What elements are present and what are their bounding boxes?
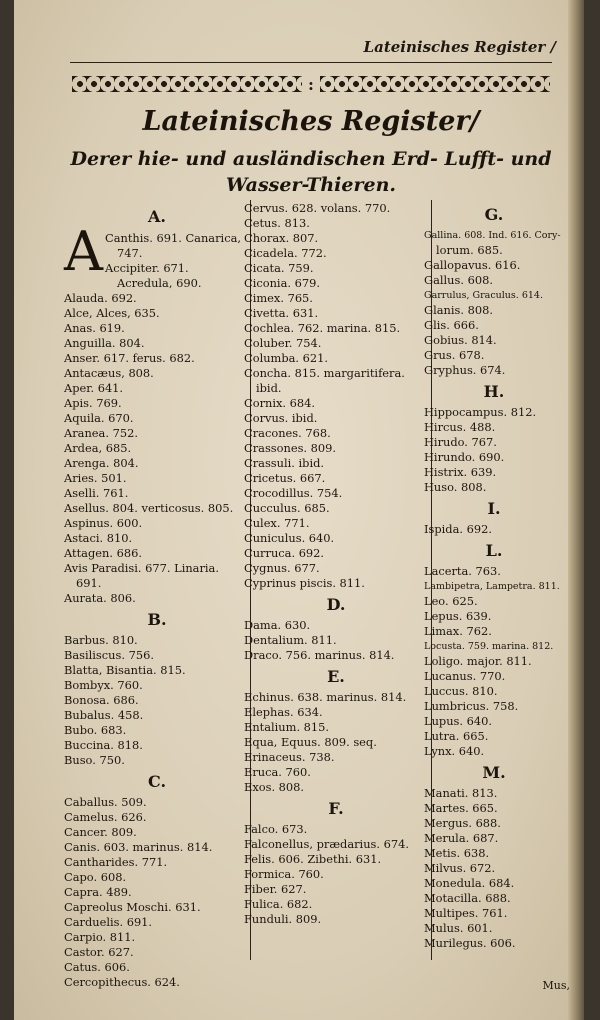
index-entry: Luccus. 810. (424, 684, 498, 698)
section-letter-l: L. (485, 541, 503, 560)
index-entry: Corvus. ibid. (244, 411, 318, 425)
ornament-band (72, 72, 550, 96)
index-entry: Aspinus. 600. (64, 516, 143, 530)
index-entry: Lambipetra, Lampetra. 811. (424, 581, 560, 592)
head-rule (70, 62, 552, 63)
index-entry: Bubo. 683. (64, 723, 127, 737)
index-entry: Caballus. 509. (64, 795, 147, 809)
index-entry: Leo. 625. (424, 594, 478, 608)
section-letter-b: B. (147, 610, 167, 629)
index-entry: Fiber. 627. (244, 882, 307, 896)
index-entry: Glanis. 808. (424, 303, 493, 317)
index-entry: Dentalium. 811. (244, 633, 337, 647)
index-column-2 (244, 201, 428, 927)
ornament-left-icon (72, 76, 302, 92)
index-entry: Culex. 771. (244, 516, 310, 530)
index-entry: Buso. 750. (64, 753, 125, 767)
index-entry: Draco. 756. marinus. 814. (244, 648, 395, 662)
index-entry: Asellus. 804. verticosus. 805. (64, 501, 234, 515)
index-entry: Capo. 608. (64, 870, 127, 884)
index-entry: Cercopithecus. 624. (64, 975, 180, 989)
dropcap-lines (105, 230, 241, 291)
section-letter-h: H. (483, 382, 505, 401)
index-entry: Cetus. 813. (244, 216, 310, 230)
index-entry: Hircus. 488. (424, 420, 496, 434)
page-title: Lateinisches Register/ (142, 106, 480, 137)
index-entry-cont: 747. (117, 246, 143, 260)
index-entry: Alce, Alces, 635. (64, 306, 160, 320)
index-entry: Cantharides. 771. (64, 855, 168, 869)
index-entry: Castor. 627. (64, 945, 134, 959)
section-letter-g: G. (484, 205, 504, 224)
index-entry: Cicadela. 772. (244, 246, 327, 260)
section-letter-c: C. (147, 772, 167, 791)
section-letter-a: A. (148, 207, 166, 226)
index-entry: Gallus. 608. (424, 273, 493, 287)
index-entry: Aries. 501. (64, 471, 127, 485)
index-entry: Cervus. 628. volans. 770. (244, 201, 391, 215)
index-entry: Cornix. 684. (244, 396, 316, 410)
index-entry: Histrix. 639. (424, 465, 497, 479)
index-entry: Cucculus. 685. (244, 501, 330, 515)
index-entry: Ispida. 692. (424, 522, 492, 536)
index-entry: Capreolus Moschi. 631. (64, 900, 201, 914)
index-entry: Funduli. 809. (244, 912, 322, 926)
index-entry: Lacerta. 763. (424, 564, 501, 578)
index-column-1 (64, 203, 250, 990)
index-entry: Milvus. 672. (424, 861, 496, 875)
section-letter-e: E. (327, 667, 345, 686)
index-entry: Fulica. 682. (244, 897, 313, 911)
page-edge (568, 0, 584, 1020)
index-entry: Alauda. 692. (64, 291, 137, 305)
index-entry: Acredula, 690. (117, 276, 202, 290)
index-entry: Garrulus, Graculus. 614. (424, 290, 543, 301)
index-entry: Falconellus, prædarius. 674. (244, 837, 409, 851)
section-letter-d: D. (326, 595, 346, 614)
index-entry: Aquila. 670. (64, 411, 134, 425)
index-entry: Aselli. 761. (64, 486, 129, 500)
index-entry: Locusta. 759. marina. 812. (424, 641, 554, 652)
subtitle-line-1: Derer hie- und ausländischen Erd- Lufft- und (70, 148, 552, 170)
index-entry: Cancer. 809. (64, 825, 137, 839)
index-entry: Bonosa. 686. (64, 693, 139, 707)
index-entry: Carpio. 811. (64, 930, 136, 944)
index-entry: Cricetus. 667. (244, 471, 326, 485)
index-entry: Blatta, Bisantia. 815. (64, 663, 186, 677)
index-entry: Lynx. 640. (424, 744, 485, 758)
index-entry: Manati. 813. (424, 786, 498, 800)
index-entry: Felis. 606. Zibethi. 631. (244, 852, 382, 866)
section-letter-f: F. (328, 799, 344, 818)
index-entry: Cracones. 768. (244, 426, 331, 440)
index-entry: Capra. 489. (64, 885, 132, 899)
index-entry: Cyprinus piscis. 811. (244, 576, 365, 590)
index-entry: Concha. 815. margaritifera. (244, 366, 405, 380)
index-entry: Metis. 638. (424, 846, 490, 860)
ornament-right-icon (320, 76, 550, 92)
index-entry: Ardea, 685. (64, 441, 132, 455)
index-entry-cont: lorum. 685. (436, 243, 503, 257)
index-entry: Aper. 641. (64, 381, 124, 395)
index-entry: Chorax. 807. (244, 231, 319, 245)
index-entry: Martes. 665. (424, 801, 498, 815)
index-entry: Lumbricus. 758. (424, 699, 519, 713)
index-entry: Murilegus. 606. (424, 936, 516, 950)
index-entry: Mulus. 601. (424, 921, 493, 935)
index-entry: Aurata. 806. (64, 591, 136, 605)
index-entry: Apis. 769. (64, 396, 122, 410)
index-entry: Camelus. 626. (64, 810, 147, 824)
index-entry: Merula. 687. (424, 831, 499, 845)
index-entry: Elephas. 634. (244, 705, 323, 719)
index-entry: Glis. 666. (424, 318, 479, 332)
index-entry: Gallopavus. 616. (424, 258, 521, 272)
index-entry: Curruca. 692. (244, 546, 325, 560)
index-entry: Limax. 762. (424, 624, 492, 638)
index-entry: Anser. 617. ferus. 682. (64, 351, 195, 365)
index-entry: Grus. 678. (424, 348, 485, 362)
index-entry: Echinus. 638. marinus. 814. (244, 690, 407, 704)
index-entry: Gobius. 814. (424, 333, 497, 347)
index-entry: Cochlea. 762. marina. 815. (244, 321, 401, 335)
index-entry: Monedula. 684. (424, 876, 515, 890)
index-entry-cont: 691. (76, 576, 102, 590)
index-entry: Lucanus. 770. (424, 669, 506, 683)
index-entry: Cuniculus. 640. (244, 531, 335, 545)
index-entry: Avis Paradisi. 677. Linaria. (64, 561, 219, 575)
index-entry: Bubalus. 458. (64, 708, 144, 722)
index-entry: Huso. 808. (424, 480, 487, 494)
dropcap-block (64, 220, 250, 291)
index-entry: Anas. 619. (64, 321, 125, 335)
index-entry: Crassones. 809. (244, 441, 337, 455)
index-entry: Arenga. 804. (64, 456, 139, 470)
index-entry: Buccina. 818. (64, 738, 143, 752)
subtitle-line-2: Wasser-Thieren. (225, 174, 397, 196)
index-entry: Multipes. 761. (424, 906, 508, 920)
dropcap-initial: A (64, 220, 103, 283)
index-entry: Carduelis. 691. (64, 915, 153, 929)
index-entry: Aranea. 752. (64, 426, 138, 440)
index-entry: Hirundo. 690. (424, 450, 505, 464)
index-entry: Lutra. 665. (424, 729, 489, 743)
index-entry: Civetta. 631. (244, 306, 319, 320)
index-column-3 (424, 201, 564, 951)
index-entry: Gallina. 608. Ind. 616. Cory- (424, 230, 561, 241)
index-entry: Hippocampus. 812. (424, 405, 537, 419)
index-entry: Hirudo. 767. (424, 435, 497, 449)
index-entry: Equa, Equus. 809. seq. (244, 735, 377, 749)
index-entry: Cicata. 759. (244, 261, 314, 275)
index-entry: Loligo. major. 811. (424, 654, 532, 668)
index-entry-cont: ibid. (256, 381, 282, 395)
index-entry: Accipiter. 671. (105, 261, 189, 275)
index-entry: Basiliscus. 756. (64, 648, 154, 662)
page-subtitle (70, 146, 552, 198)
index-entry: Cimex. 765. (244, 291, 313, 305)
index-entry: Lupus. 640. (424, 714, 492, 728)
index-entry: Mergus. 688. (424, 816, 501, 830)
index-entry: Ciconia. 679. (244, 276, 320, 290)
index-entry: Dama. 630. (244, 618, 311, 632)
index-entry: Motacilla. 688. (424, 891, 511, 905)
index-entry: Catus. 606. (64, 960, 130, 974)
running-head: Lateinisches Register / (363, 38, 556, 56)
index-entry: Coluber. 754. (244, 336, 322, 350)
catchword: Mus, (542, 979, 570, 992)
index-entry: Lepus. 639. (424, 609, 492, 623)
index-entry: Attagen. 686. (64, 546, 142, 560)
index-entry: Falco. 673. (244, 822, 308, 836)
index-entry: Erinaceus. 738. (244, 750, 335, 764)
index-entry: Canthis. 691. Canarica, (105, 231, 241, 245)
index-entry: Crocodillus. 754. (244, 486, 343, 500)
index-entry: Formica. 760. (244, 867, 324, 881)
index-entry: Canis. 603. marinus. 814. (64, 840, 213, 854)
section-letter-m: M. (482, 763, 506, 782)
index-entry: Antacæus, 808. (64, 366, 154, 380)
section-letter-i: I. (487, 499, 501, 518)
index-entry: Anguilla. 804. (64, 336, 145, 350)
index-entry: Entalium. 815. (244, 720, 330, 734)
index-entry: Columba. 621. (244, 351, 329, 365)
index-entry: Astaci. 810. (64, 531, 133, 545)
ornament-center: : (308, 74, 314, 94)
index-entry: Crassuli. ibid. (244, 456, 324, 470)
index-entry: Gryphus. 674. (424, 363, 506, 377)
index-entry: Barbus. 810. (64, 633, 138, 647)
index-entry: Cygnus. 677. (244, 561, 320, 575)
index-entry: Eruca. 760. (244, 765, 311, 779)
index-entry: Exos. 808. (244, 780, 305, 794)
index-entry: Bombyx. 760. (64, 678, 143, 692)
